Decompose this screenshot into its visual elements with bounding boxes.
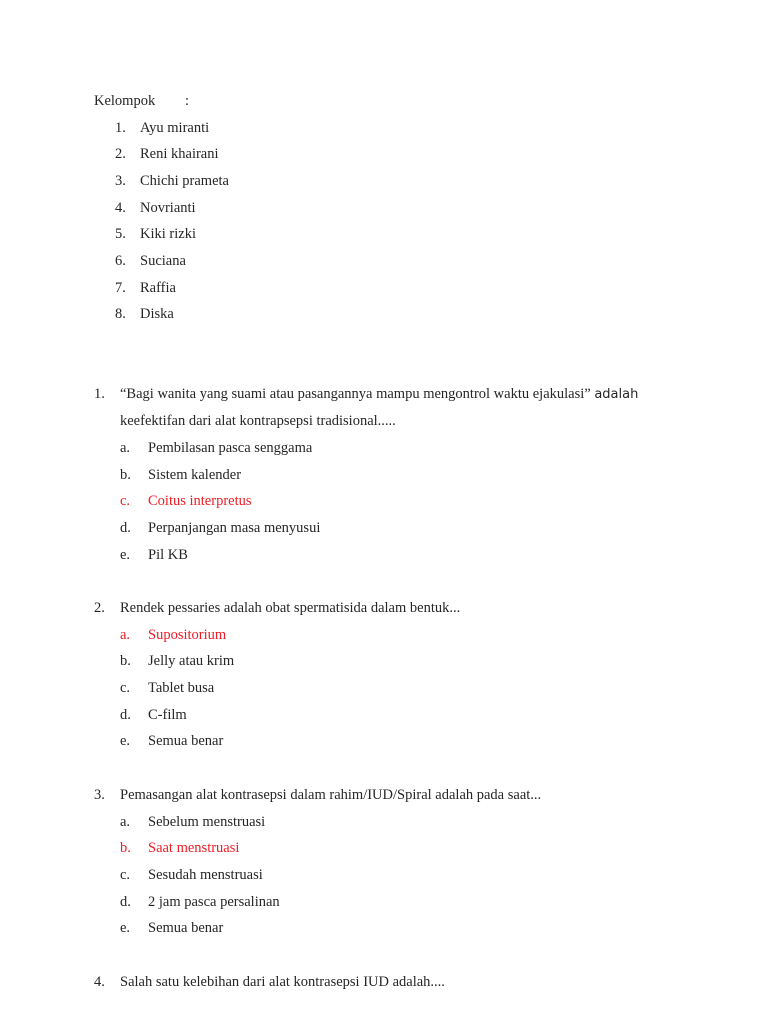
option-text: Sistem kalender <box>148 467 242 483</box>
member-name: Chichi prameta <box>140 173 229 189</box>
question-text <box>120 386 638 403</box>
member-number: 5. <box>115 226 126 242</box>
option-text: Pil KB <box>148 547 188 563</box>
question-text: Pemasangan alat kontrasepsi dalam rahim/IUD/Spiral adalah pada saat... <box>120 787 542 803</box>
option-text: Perpanjangan masa menyusui <box>148 520 321 536</box>
option-letter: c. <box>120 680 131 696</box>
option-text-correct: Saat menstruasi <box>148 840 240 856</box>
member-number: 1. <box>115 120 126 136</box>
option-text: Sesudah menstruasi <box>148 867 263 883</box>
question-number: 4. <box>94 974 105 990</box>
option-letter: e. <box>120 547 131 563</box>
option-letter: d. <box>120 894 131 910</box>
member-number: 3. <box>115 173 126 189</box>
member-number: 4. <box>115 200 126 216</box>
option-text: Pembilasan pasca senggama <box>148 440 313 456</box>
question-number: 3. <box>94 787 105 803</box>
question-text: Rendek pessaries adalah obat spermatisida dalam bentuk... <box>120 600 461 616</box>
option-letter: e. <box>120 920 131 936</box>
member-number: 7. <box>115 280 126 296</box>
member-name: Kiki rizki <box>140 226 196 242</box>
option-letter: c. <box>120 867 131 883</box>
group-colon: : <box>185 93 190 109</box>
option-letter-correct: b. <box>120 840 131 856</box>
question-number: 2. <box>94 600 105 616</box>
option-text: C-film <box>148 707 187 723</box>
member-name: Ayu miranti <box>140 120 210 136</box>
question-text-main: “Bagi wanita yang suami atau pasangannya mampu mengontrol waktu ejakulasi” <box>120 386 591 402</box>
option-letter: b. <box>120 653 131 669</box>
member-name: Reni khairani <box>140 146 219 162</box>
option-letter-correct: c. <box>120 493 131 509</box>
option-text: Sebelum menstruasi <box>148 814 266 830</box>
option-letter: a. <box>120 814 131 830</box>
group-heading <box>94 93 190 110</box>
option-letter: d. <box>120 707 131 723</box>
option-text: Jelly atau krim <box>148 653 235 669</box>
option-text: Semua benar <box>148 733 224 749</box>
member-name: Raffia <box>140 280 176 296</box>
member-name: Suciana <box>140 253 186 269</box>
option-letter-correct: a. <box>120 627 131 643</box>
option-text: Semua benar <box>148 920 224 936</box>
group-label: Kelompok <box>94 93 156 109</box>
option-text: 2 jam pasca persalinan <box>148 894 280 910</box>
option-letter: d. <box>120 520 131 536</box>
question-text-continued: keefektifan dari alat kontrapsepsi tradisional..... <box>120 413 396 429</box>
member-name: Novrianti <box>140 200 196 216</box>
option-text: Tablet busa <box>148 680 215 696</box>
question-number: 1. <box>94 386 105 402</box>
member-number: 8. <box>115 306 126 322</box>
member-number: 6. <box>115 253 126 269</box>
option-letter: e. <box>120 733 131 749</box>
question-text: Salah satu kelebihan dari alat kontrasepsi IUD adalah.... <box>120 974 445 990</box>
option-letter: a. <box>120 440 131 456</box>
member-name: Diska <box>140 306 174 322</box>
option-text-correct: Supositorium <box>148 627 227 643</box>
question-text-tail: adalah <box>594 387 639 402</box>
option-letter: b. <box>120 467 131 483</box>
member-number: 2. <box>115 146 126 162</box>
option-text-correct: Coitus interpretus <box>148 493 252 509</box>
